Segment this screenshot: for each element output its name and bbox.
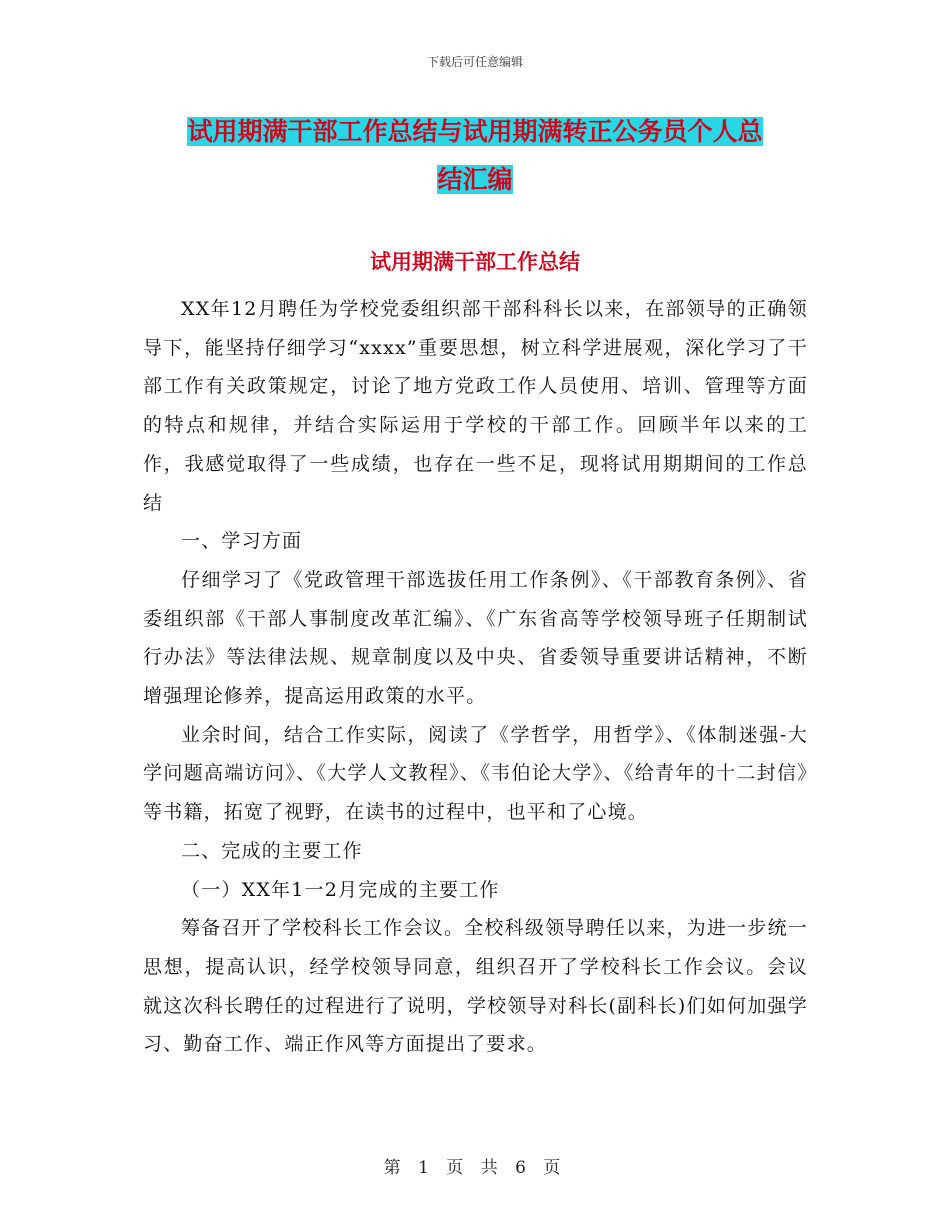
document-title-line1: 试用期满干部工作总结与试用期满转正公务员个人总 xyxy=(187,117,763,146)
section-title: 试用期满干部工作总结 xyxy=(370,250,580,274)
page-number-footer: 第 1 页 共 6 页 xyxy=(383,1158,567,1178)
paragraph-meeting: 筹备召开了学校科长工作会议。全校科级领导聘任以来，为进一步统一思想，提高认识，经学校领导同意，组织召开了学校科长工作会议。会议就这次科长聘任的过程进行了说明，学校领导对科长(副科长)们如何加强学习、勤奋工作、端正作风等方面提出了要求。 xyxy=(143,917,808,1056)
document-body xyxy=(143,290,808,1064)
document-title-line2: 结汇编 xyxy=(437,165,513,194)
heading-study: 一、学习方面 xyxy=(181,530,303,553)
header-note: 下载后可任意编辑 xyxy=(426,55,523,69)
paragraph-intro: XX年12月聘任为学校党委组织部干部科科长以来，在部领导的正确领导下，能坚持仔细学习“xxxx”重要思想，树立科学进展观，深化学习了干部工作有关政策规定，讨论了地方党政工作人员使用、培训、管理等方面的特点和规律，并结合实际运用于学校的干部工作。回顾半年以来的工作，我感觉取得了一些成绩，也存在一些不足，现将试用期期间的工作总结 xyxy=(143,298,808,514)
paragraph-study-regulations: 仔细学习了《党政管理干部选拔任用工作条例》、《干部教育条例》、省委组织部《干部人事制度改革汇编》、《广东省高等学校领导班子任期制试行办法》等法律法规、规章制度以及中央、省委领导重要讲话精神，不断增强理论修养，提高运用政策的水平。 xyxy=(143,568,808,708)
subheading-jan-feb: （一）XX年1一2月完成的主要工作 xyxy=(181,878,500,901)
paragraph-study-reading: 业余时间，结合工作实际，阅读了《学哲学，用哲学》、《体制迷强-大学问题高端访问》、《大学人文教程》、《韦伯论大学》、《给青年的十二封信》等书籍，拓宽了视野，在读书的过程中，也平和了心境。 xyxy=(143,723,808,824)
heading-main-work: 二、完成的主要工作 xyxy=(181,839,363,862)
document-title xyxy=(150,108,800,204)
